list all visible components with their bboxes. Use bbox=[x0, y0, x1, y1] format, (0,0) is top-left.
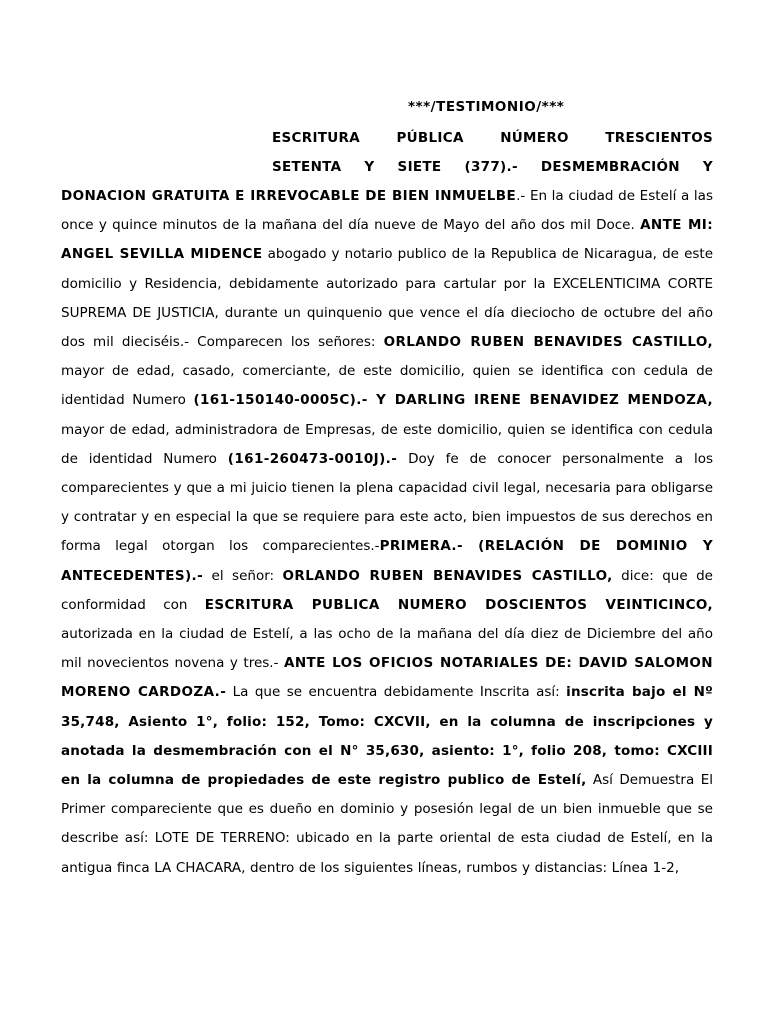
body-text: Doy fe de conocer personalmente a los comparecientes y que a mi juicio tienen la plena capacidad civil legal, necesaria para obligarse y contratar y en especial la que se requiere para este acto, bien impuestos de sus derechos en forma legal otorgan los comparecientes.- bbox=[61, 450, 713, 555]
body-text: autorizada en la ciudad de Estelí, a las ocho de la mañana del día diez de Diciembre del año mil novecientos novena y tres.- bbox=[61, 626, 713, 672]
notary-name: ANTE MI: ANGEL SEVILLA MIDENCE bbox=[61, 217, 714, 263]
registry-inscription: inscrita bajo el Nº 35,748, Asiento 1°, folio: 152, Tomo: CXCVII, en la columna de inscripciones y anotada la desmembración con el N° 35,630, asiento: 1°, folio 208, tomo: CXCIII en la columna de propiedades de este registro publico de Estelí, bbox=[61, 684, 713, 789]
grantor-id-and-grantee-name: (161-150140-0005C).- Y DARLING IRENE BENAVIDEZ MENDOZA, bbox=[193, 392, 713, 409]
body-text: mayor de edad, administradora de Empresas, de este domicilio, quien se identifica con cedula de identidad Numero bbox=[61, 421, 713, 467]
deed-body-text bbox=[61, 182, 713, 883]
body-text: .- En la ciudad de Estelí a las once y quince minutos de la mañana del día nueve de Mayo del año dos mil Doce. bbox=[61, 188, 713, 234]
clause-primera-heading: PRIMERA.- (RELACIÓN DE DOMINIO Y ANTECEDENTES).- bbox=[61, 538, 713, 584]
prior-notary-reference: ANTE LOS OFICIOS NOTARIALES DE: DAVID SALOMON MORENO CARDOZA.- bbox=[61, 655, 713, 701]
deed-subject: DONACION GRATUITA E IRREVOCABLE DE BIEN INMUELBE bbox=[61, 188, 517, 204]
body-text: dice: que de conformidad con bbox=[61, 567, 713, 613]
document-title: ***/TESTIMONIO/*** bbox=[408, 99, 565, 115]
deed-heading-line-2: SETENTA Y SIETE (377).- DESMEMBRACIÓN Y bbox=[272, 159, 713, 175]
body-text: Así Demuestra El Primer compareciente que es dueño en dominio y posesión legal de un bien inmueble que se describe así: LOTE DE TERRENO: ubicado en la parte oriental de esta ciudad de Estelí, en la antigua finca LA CHACARA, dentro de los siguientes líneas, rumbos y distancias: Línea 1-2, bbox=[61, 772, 713, 876]
body-text: La que se encuentra debidamente Inscrita así: bbox=[226, 684, 567, 701]
prior-deed-reference: ESCRITURA PUBLICA NUMERO DOSCIENTOS VEINTICINCO, bbox=[204, 596, 713, 613]
body-text: abogado y notario publico de la Republica de Nicaragua, de este domicilio y Residencia, debidamente autorizado para cartular por la EXCELENTICIMA CORTE SUPREMA DE JUSTICIA, durante un quinquenio que vence el día dieciocho de octubre del año dos mil dieciséis.- Comparecen los señores: bbox=[61, 246, 714, 351]
grantee-id: (161-260473-0010J).- bbox=[227, 450, 398, 467]
body-text: mayor de edad, casado, comerciante, de este domicilio, quien se identifica con cedula de identidad Numero bbox=[61, 363, 713, 409]
body-text: el señor: bbox=[203, 567, 283, 584]
deed-heading-line-1: ESCRITURA PÚBLICA NÚMERO TRESCIENTOS bbox=[272, 130, 713, 146]
grantor-name-repeat: ORLANDO RUBEN BENAVIDES CASTILLO, bbox=[282, 567, 613, 584]
grantor-name: ORLANDO RUBEN BENAVIDES CASTILLO, bbox=[383, 334, 714, 351]
